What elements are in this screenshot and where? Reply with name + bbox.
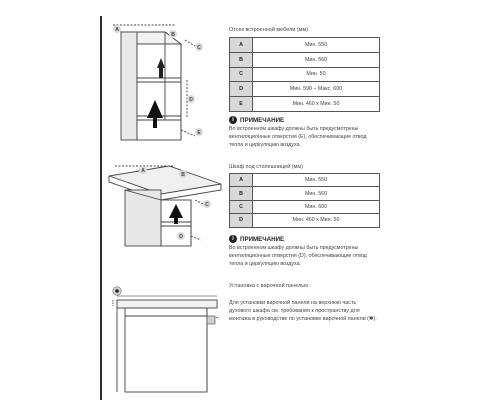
section1-title: Отсек встроенной мебели (мм) [229, 27, 309, 33]
section3-text: Для установки варочной панели на верхнюю часть духового шкафа см. требования к пространству для монтажа в руководстве по установке варочной панели (✱). [229, 300, 377, 322]
table-row: B Мин. 560 [230, 187, 380, 200]
fig1-label-d: D [189, 97, 193, 103]
table-row: D Мин. 460 x Мин. 50 [230, 214, 380, 227]
undercounter-cabinet-illustration [103, 160, 225, 252]
section1-note-label: ПРИМЕЧАНИЕ [240, 116, 285, 124]
section1-dimension-table [229, 37, 380, 112]
fig1-label-c: C [197, 45, 201, 51]
section2-note-heading [229, 235, 284, 243]
section2-title: Шкаф под столешницей (мм) [229, 164, 304, 170]
section3-title: Установка с варочной панелью [229, 283, 309, 289]
table-row: E Мин. 460 x Мин. 50 [230, 97, 380, 112]
table-row: B Мин. 560 [230, 52, 380, 67]
fig1-label-b: B [171, 32, 175, 38]
builtin-cabinet-illustration [103, 20, 223, 150]
table-row: D Мин. 590 – Макс. 600 [230, 82, 380, 97]
fig2-label-d: D [179, 234, 183, 240]
fig2-label-a: A [141, 168, 145, 174]
page-left-border [100, 16, 102, 400]
section1-note-heading [229, 116, 284, 124]
fig2-label-b: B [181, 172, 185, 178]
table-row: A Мин. 550 [230, 174, 380, 187]
table-row: C Мин. 50 [230, 67, 380, 82]
fig1-label-e: E [197, 130, 201, 136]
fig2-label-c: C [205, 202, 209, 208]
note-icon: i [229, 235, 237, 243]
fig1-label-a: A [115, 27, 119, 33]
hob-installation-illustration [103, 282, 225, 394]
section2-note-label: ПРИМЕЧАНИЕ [240, 235, 285, 243]
table-row: A Мин. 550 [230, 38, 380, 53]
fig3-asterisk-label: ✱ [114, 289, 120, 296]
section2-note-text: Во встроенном шкафу должны быть предусмотрены вентиляционные отверстия (D), обеспечивающие отвод тепла и циркуляцию воздуха. [229, 245, 367, 267]
table-row: C Мин. 600 [230, 200, 380, 213]
section1-note-text: Во встроенном шкафу должны быть предусмотрены вентиляционные отверстия (E), обеспечивающие отвод тепла и циркуляцию воздуха. [229, 126, 367, 148]
note-icon: i [229, 116, 237, 124]
section2-dimension-table [229, 173, 380, 228]
